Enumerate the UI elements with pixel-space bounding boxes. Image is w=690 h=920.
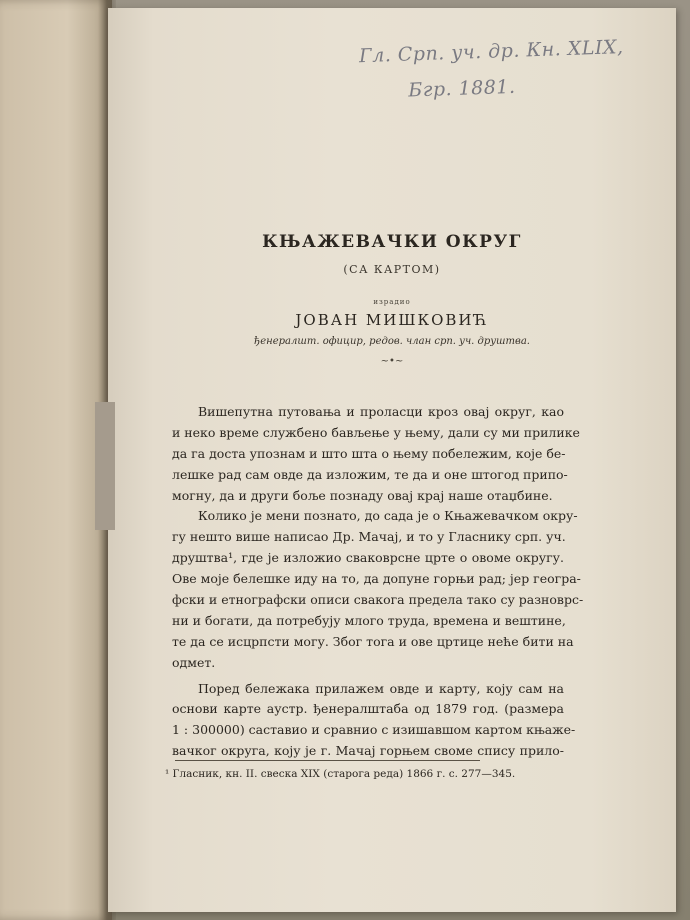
article-subtitle: (СА КАРТОМ) bbox=[343, 263, 441, 276]
article-title: КЊАЖЕВАЧКИ ОКРУГ bbox=[262, 232, 522, 252]
text-line: Поред бележака прилажем овде и карту, коју сам на bbox=[198, 680, 564, 696]
text-line: могну, да и други боље познаду овај крај наше отаџбине. bbox=[172, 487, 553, 503]
handwritten-note-line-2: Бгр. 1881. bbox=[407, 75, 516, 102]
text-line: одмет. bbox=[172, 654, 216, 670]
text-line: те да се исцрпсти могу. Због тога и ове цртице неће бити на bbox=[172, 633, 574, 649]
text-line: вачког округа, коју је г. Мачај горњем своме спису прило- bbox=[172, 743, 564, 759]
ornament-divider: ~•~ bbox=[380, 356, 404, 367]
author-name: ЈОВАН МИШКОВИЋ bbox=[295, 311, 489, 329]
text-line: 1 : 300000) саставио и сравнио с изишавшом картом књаже- bbox=[172, 722, 576, 738]
page-edge-mark bbox=[95, 402, 115, 530]
handwritten-note-line-1: Гл. Срп. уч. др. Кн. XLIX, bbox=[358, 36, 624, 68]
author-affiliation: ђенералшт. официр, редов. члан срп. уч. друштва. bbox=[254, 336, 530, 347]
text-line: друштва¹, где је изложио сваковрсне црте о овоме округу. bbox=[172, 550, 564, 566]
handwritten-note bbox=[359, 35, 662, 125]
text-line: и неко време службено бављење у њему, дали су ми прилике bbox=[172, 424, 580, 440]
text-line: Вишепутна путовања и проласци кроз овај округ, као bbox=[198, 404, 564, 419]
text-line: фски и етнографски описи свакога предела тако су разноврс- bbox=[172, 592, 584, 608]
text-line: да га доста упознам и што шта о њему побележим, које бе- bbox=[172, 445, 566, 461]
text-line: Ове моје белешке иду на то, да допуне горњи рад; јер геогра- bbox=[172, 571, 581, 587]
byline-label: израдио bbox=[373, 298, 411, 306]
text-line: основи карте аустр. ђенералштаба од 1879 год. (размера bbox=[172, 701, 564, 717]
text-line: лешке рад сам овде да изложим, те да и оне штогод припо- bbox=[172, 466, 568, 482]
footnote-rule bbox=[175, 760, 480, 761]
text-line: Колико је мени познато, до сада је о Књажевачком окру- bbox=[198, 508, 578, 524]
body-text bbox=[172, 402, 584, 762]
text-line: ни и богати, да потребују млого труда, времена и вештине, bbox=[172, 612, 566, 628]
text-line: гу нешто више написао Др. Мачај, и то у Гласнику срп. уч. bbox=[172, 529, 566, 545]
footnote: ¹ Гласник, кн. II. свеска XIX (старога реда) 1866 г. с. 277—345. bbox=[165, 768, 516, 780]
